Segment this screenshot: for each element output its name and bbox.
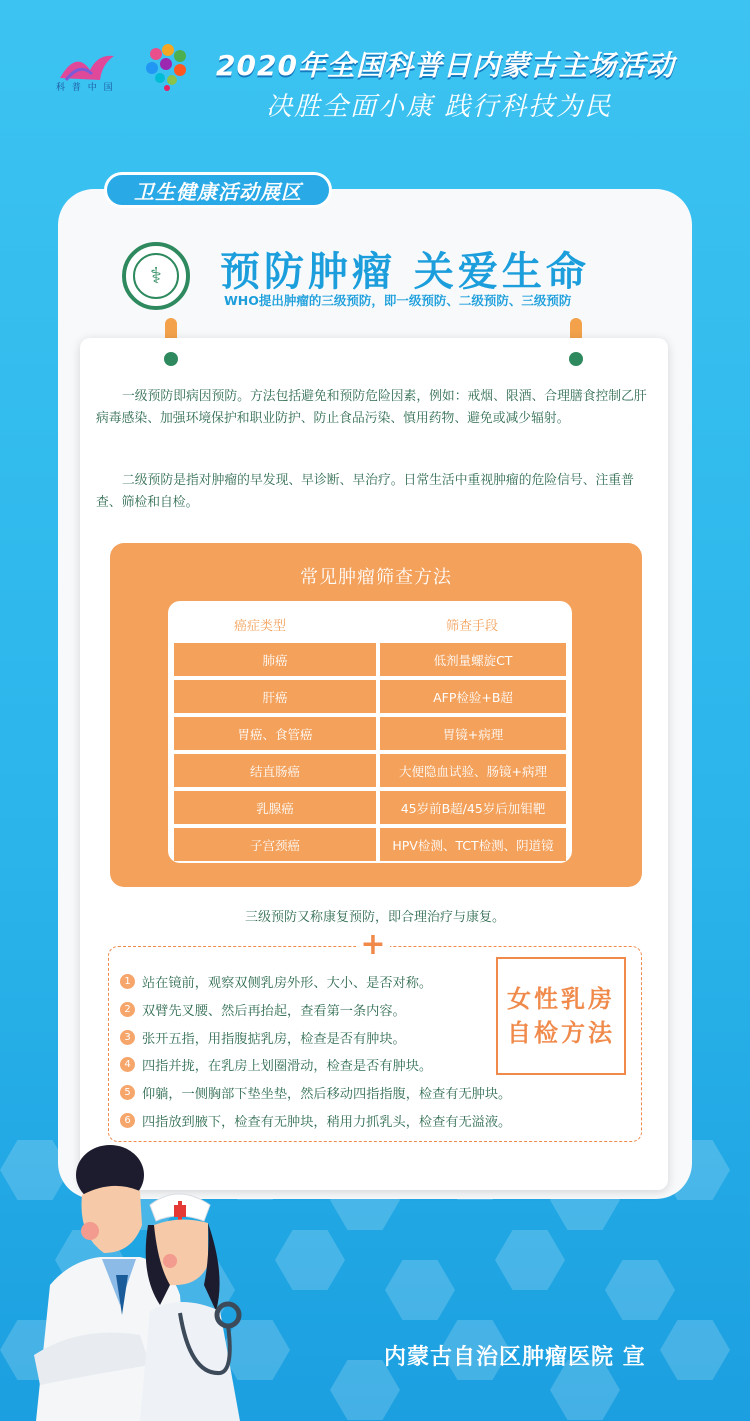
screening-method-cell: 45岁前B超/45岁后加钼靶 <box>380 791 566 824</box>
primary-prevention-text: 一级预防即病因预防。方法包括避免和预防危险因素，例如：戒烟、限酒、合理膳食控制乙肝病毒感染、加强环境保护和职业防护、防止食品污染、慎用药物、避免或减少辐射。 <box>96 389 647 426</box>
screening-table <box>168 601 572 863</box>
step-text: 张开五指，用指腹掂乳房，检查是否有肿块。 <box>142 1032 406 1047</box>
table-row <box>174 754 566 787</box>
step-number: 1 <box>120 974 135 989</box>
screening-method-cell: 胃镜+病理 <box>380 717 566 750</box>
step-text: 四指并拢，在乳房上划圈滑动，检查是否有肿块。 <box>142 1059 433 1074</box>
screening-method-cell: HPV检测、TCT检测、阴道镜 <box>380 828 566 861</box>
footer-publisher: 内蒙古自治区肿瘤医院 宣 <box>384 1345 646 1370</box>
screening-methods-box <box>110 543 642 887</box>
table-row <box>174 791 566 824</box>
event-subtitle: 决胜全面小康 践行科技为民 <box>266 92 613 122</box>
step-number: 6 <box>120 1113 135 1128</box>
cancer-type-cell: 胃癌、食管癌 <box>174 717 376 750</box>
hospital-logo <box>122 242 190 310</box>
secondary-prevention-text: 二级预防是指对肿瘤的早发现、早诊断、早治疗。日常生活中重视肿瘤的危险信号、注重普查、筛检和自检。 <box>96 473 634 510</box>
zone-tag <box>104 172 332 208</box>
self-check-step <box>120 1083 511 1102</box>
table-row <box>174 828 566 861</box>
step-text: 仰躺，一侧胸部下垫坐垫，然后移动四指指腹，检查有无肿块。 <box>142 1087 512 1102</box>
science-china-logo-text: 科 普 中 国 <box>56 83 115 93</box>
table-row <box>174 643 566 676</box>
step-text: 双臂先叉腰、然后再抬起，查看第一条内容。 <box>142 1004 406 1019</box>
doctor-nurse-illustration <box>20 1135 270 1421</box>
step-number: 2 <box>120 1002 135 1017</box>
caduceus-icon: ⚕ <box>133 253 179 299</box>
event-title: 2020年全国科普日内蒙古主场活动 <box>216 49 675 82</box>
zone-tag-label: 卫生健康活动展区 <box>134 179 302 204</box>
cancer-type-cell: 子宫颈癌 <box>174 828 376 861</box>
self-check-step <box>120 972 432 991</box>
plus-icon: + <box>356 930 390 960</box>
self-check-title-line1: 女性乳房 <box>507 985 615 1013</box>
step-number: 5 <box>120 1085 135 1100</box>
cancer-type-cell: 肺癌 <box>174 643 376 676</box>
cancer-type-cell: 乳腺癌 <box>174 791 376 824</box>
screening-method-cell: AFP检验+B超 <box>380 680 566 713</box>
step-text: 四指放到腋下，检查有无肿块，稍用力抓乳头，检查有无溢液。 <box>142 1115 512 1130</box>
self-check-step <box>120 1055 432 1074</box>
screening-title: 常见肿瘤筛查方法 <box>300 567 452 588</box>
screening-method-cell: 大便隐血试验、肠镜+病理 <box>380 754 566 787</box>
step-number: 3 <box>120 1030 135 1045</box>
cancer-type-cell: 结直肠癌 <box>174 754 376 787</box>
page-title: 预防肿瘤 关爱生命 <box>220 249 590 295</box>
page-subtitle: WHO提出肿瘤的三级预防，即一级预防、二级预防、三级预防 <box>224 293 572 308</box>
step-number: 4 <box>120 1057 135 1072</box>
table-header-method: 筛查手段 <box>446 619 499 634</box>
cancer-type-cell: 肝癌 <box>174 680 376 713</box>
table-row <box>174 717 566 750</box>
binder-ring-right <box>569 352 583 366</box>
table-header-type: 癌症类型 <box>234 619 287 634</box>
binder-ring-left <box>164 352 178 366</box>
self-check-step <box>120 1111 511 1130</box>
self-check-title-box <box>496 957 626 1075</box>
header-logos <box>56 42 196 94</box>
tertiary-prevention-text: 三级预防又称康复预防，即合理治疗与康复。 <box>244 910 505 925</box>
self-check-step <box>120 1028 406 1047</box>
self-check-title-line2: 自检方法 <box>507 1019 615 1047</box>
step-text: 站在镜前，观察双侧乳房外形、大小、是否对称。 <box>142 976 433 991</box>
screening-method-cell: 低剂量螺旋CT <box>380 643 566 676</box>
table-row <box>174 680 566 713</box>
self-check-step <box>120 1000 406 1019</box>
science-day-logo <box>142 42 192 92</box>
